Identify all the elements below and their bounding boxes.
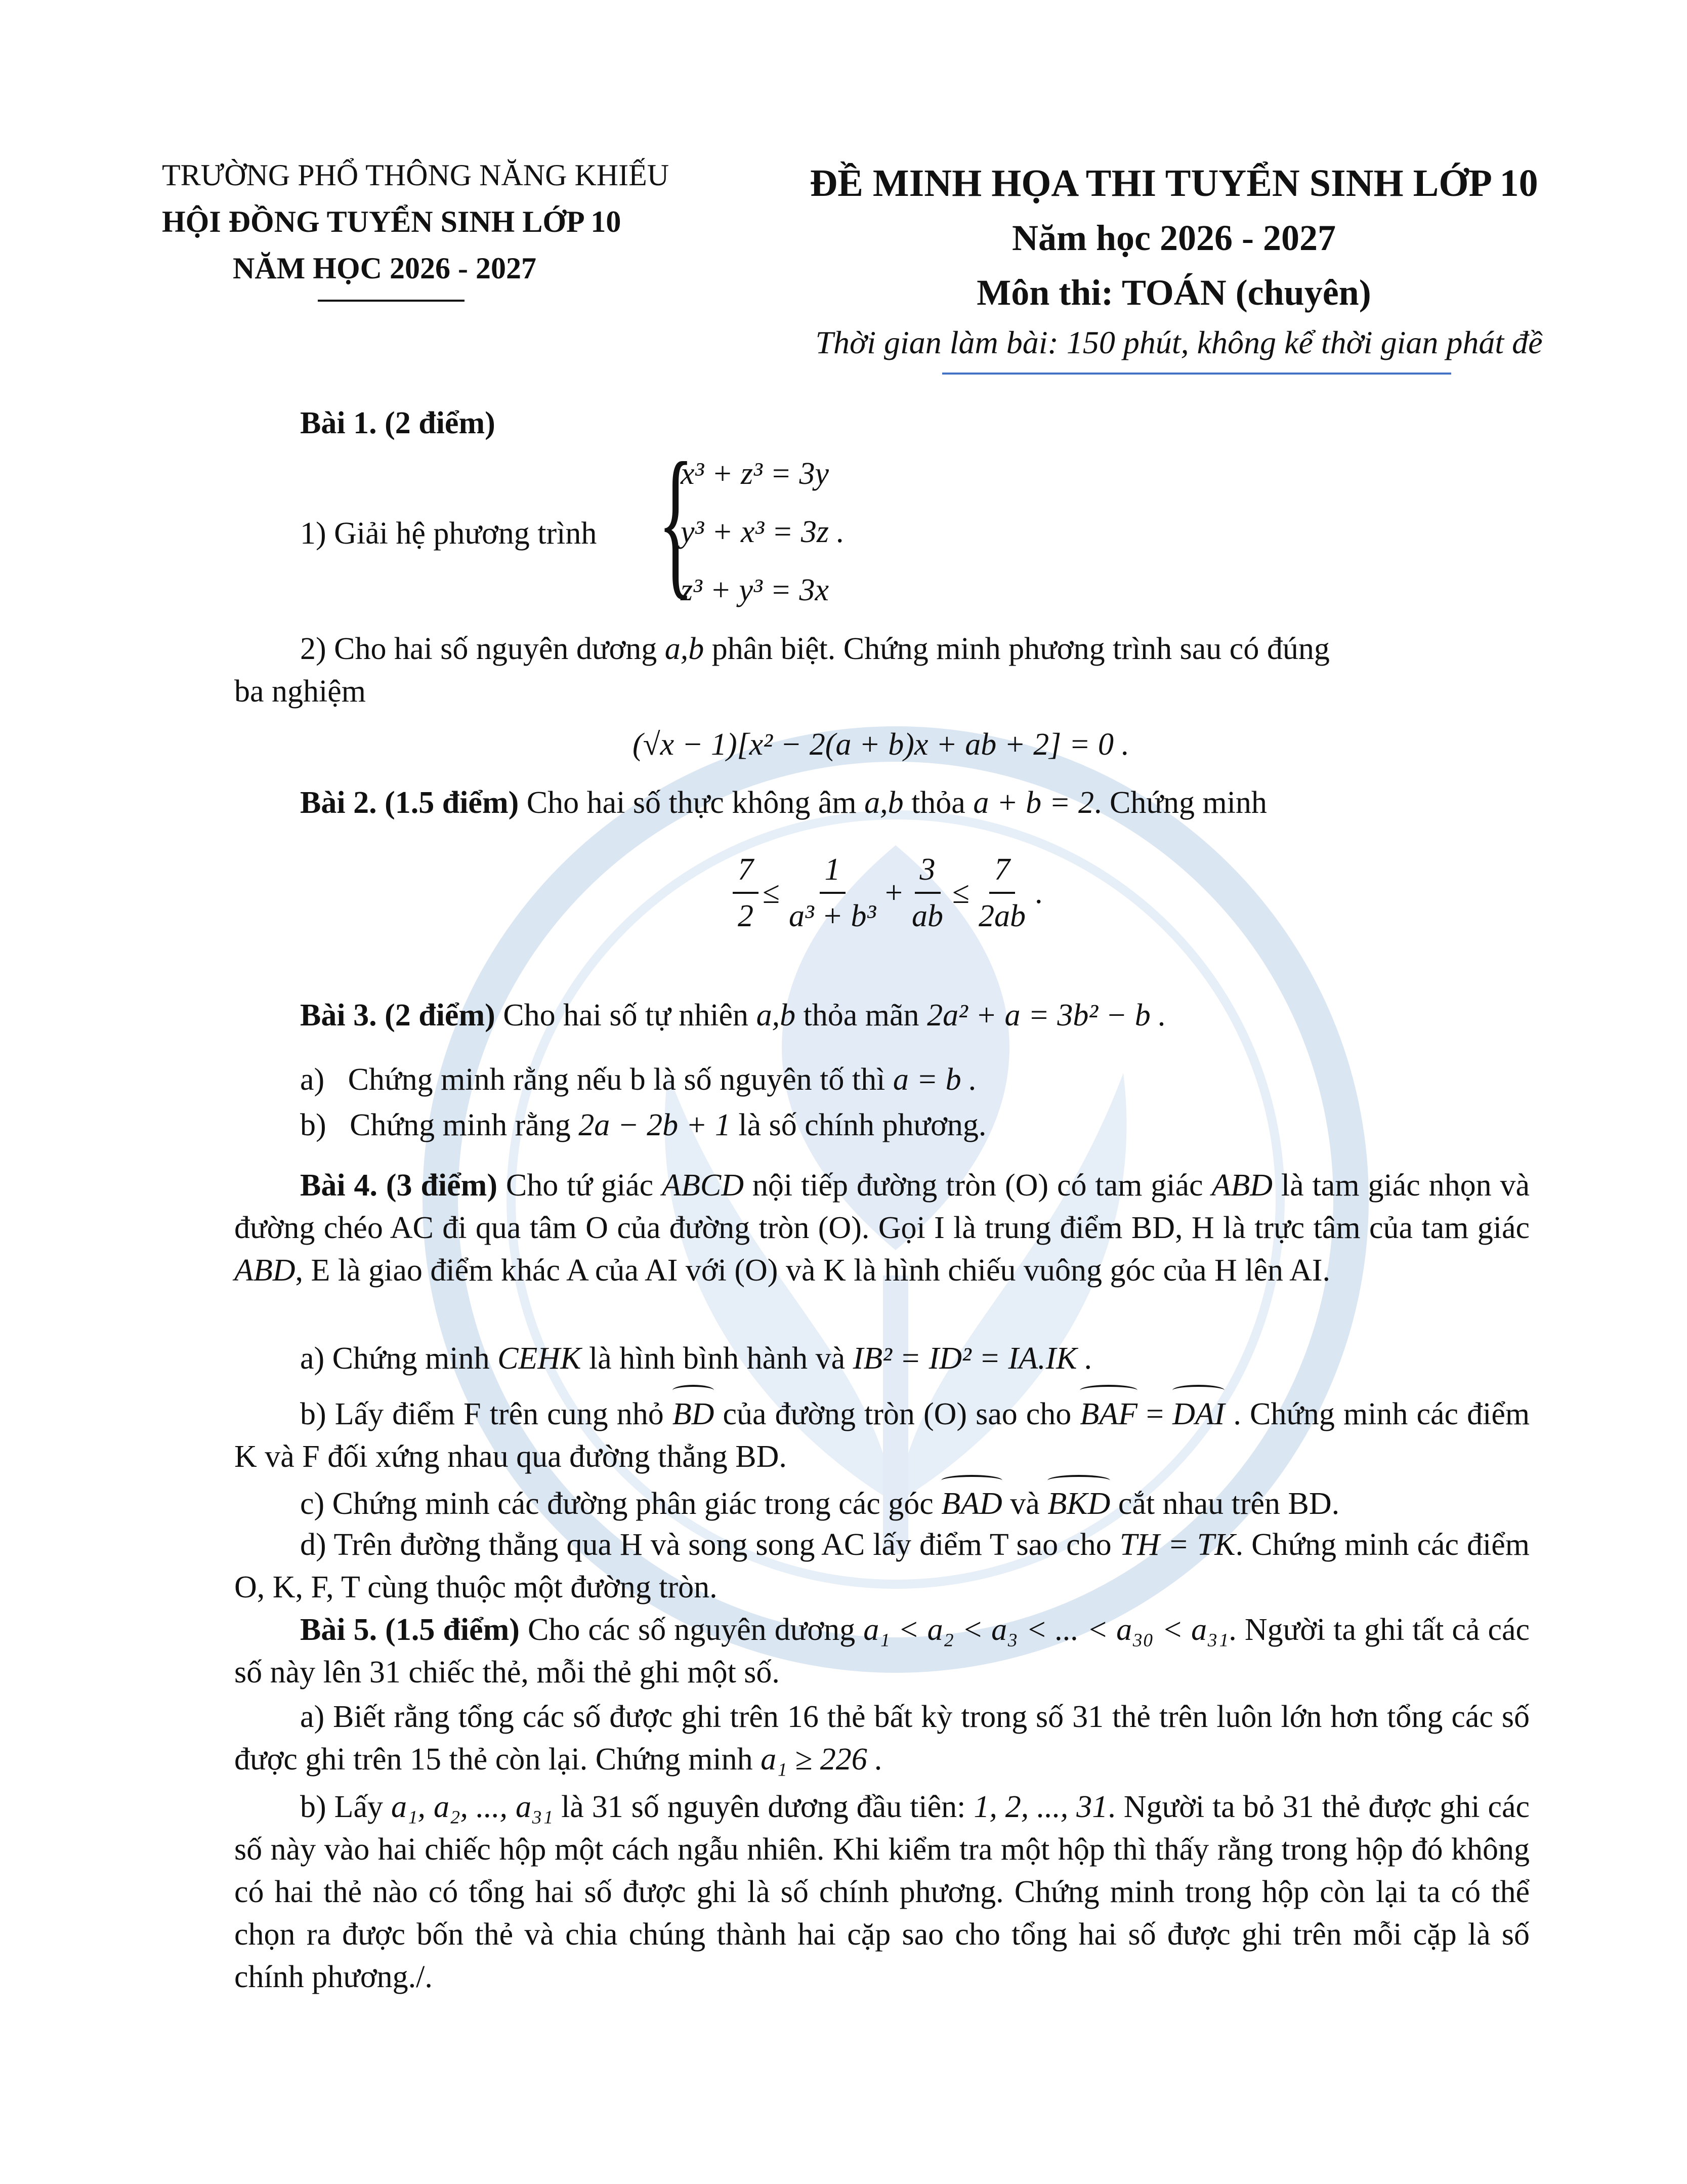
system-brace-icon: { bbox=[658, 429, 694, 613]
p4b-arc-bd: BD bbox=[672, 1393, 714, 1435]
system-eq-2: y³ + x³ = 3z . bbox=[681, 515, 845, 549]
q2-ab: a,b bbox=[664, 632, 704, 666]
problem-1-q2 bbox=[234, 628, 1530, 713]
p3b-label: b) bbox=[300, 1108, 326, 1142]
ineq-m1-num: 1 bbox=[820, 850, 846, 894]
ineq-r-den: 2ab bbox=[979, 899, 1026, 933]
problem-5-intro bbox=[234, 1609, 1530, 1694]
council-name: HỘI ĐỒNG TUYỂN SINH LỚP 10 bbox=[162, 205, 621, 238]
p4a-text-b: là hình bình hành và bbox=[588, 1341, 846, 1376]
p4b-text-a: b) Lấy điểm F trên cung nhỏ bbox=[300, 1397, 664, 1431]
subject: Môn thi: TOÁN (chuyên) bbox=[977, 272, 1371, 313]
system-eq-1: x³ + z³ = 3y bbox=[681, 457, 829, 491]
p5b-text-b: là 31 số nguyên dương đầu tiên: bbox=[561, 1790, 966, 1824]
p3b-text-a: Chứng minh rằng bbox=[350, 1108, 571, 1142]
problem-2-line bbox=[300, 782, 1267, 823]
p5-intro-b: . Người ta ghi tất cả các số này lên 31 chiếc thẻ, mỗi thẻ ghi một số. bbox=[234, 1613, 1530, 1689]
school-name: TRƯỜNG PHỔ THÔNG NĂNG KHIẾU bbox=[162, 158, 669, 192]
problem-1-title: Bài 1. (2 điểm) bbox=[300, 406, 495, 440]
p4-abd-1: ABD bbox=[1211, 1168, 1273, 1203]
problem-3a bbox=[300, 1059, 977, 1100]
p2-sum: a + b = 2 bbox=[973, 786, 1094, 820]
system-eq-3: z³ + y³ = 3x bbox=[681, 573, 829, 607]
problem-4c bbox=[300, 1483, 1339, 1524]
p5b-text-c: . Người ta bỏ 31 thẻ được ghi các số này vào hai chiếc hộp một cách ngẫu nhiên. Khi kiểm tra một hộp thì thấy rằng trong hộp đó không có hai thẻ nào có tổng hai số được ghi là số chính phương. Chứng minh trong hộp còn lại ta có thể chọn ra được bốn thẻ và chia chúng thành hai cặp sao cho tổng hai số được ghi trên mỗi cặp là số chính phương./. bbox=[234, 1790, 1530, 1994]
p3b-text-b: là số chính phương. bbox=[738, 1108, 987, 1142]
problem-3b bbox=[300, 1104, 986, 1146]
p4c-angle-bkd: BKD bbox=[1047, 1483, 1110, 1524]
p4d-text-b: . Chứng minh các điểm O, K, F, T cùng thuộc một đường tròn. bbox=[234, 1528, 1530, 1604]
p4-abd-2: ABD bbox=[234, 1253, 296, 1288]
p5b-seq: a₁, a₂, ..., a₃₁ bbox=[391, 1790, 554, 1824]
q2-text-a: 2) Cho hai số nguyên dương bbox=[300, 632, 657, 666]
p2-text-b: thỏa bbox=[911, 786, 965, 820]
problem-1-q1-text: 1) Giải hệ phương trình bbox=[300, 516, 597, 551]
p4-intro-b: nội tiếp đường tròn (O) có tam giác bbox=[752, 1168, 1203, 1203]
problem-4d bbox=[234, 1523, 1530, 1609]
problem-2-title: Bài 2. (1.5 điểm) bbox=[300, 786, 519, 820]
p4-abcd: ABCD bbox=[662, 1168, 744, 1203]
p4-intro-c: là tam giác nhọn và đường chéo AC đi qua tâm O của đường tròn (O). Gọi I là trung điểm BD, H là trực tâm của tam giác bbox=[234, 1168, 1530, 1245]
header-left-rule bbox=[318, 300, 465, 302]
p4c-angle-bad: BAD bbox=[941, 1483, 1002, 1524]
p5-intro-a: Cho các số nguyên dương bbox=[527, 1613, 856, 1647]
problem-4a bbox=[300, 1338, 1092, 1379]
p4d-math: TH = TK bbox=[1119, 1528, 1236, 1562]
p2-text-c: . Chứng minh bbox=[1094, 786, 1267, 820]
p4b-text-b: của đường tròn (O) sao cho bbox=[723, 1397, 1072, 1431]
q2-text-c: ba nghiệm bbox=[234, 674, 366, 709]
p4a-text-a: a) Chứng minh bbox=[300, 1341, 490, 1376]
p4d-text-a: d) Trên đường thẳng qua H và song song AC lấy điểm T sao cho bbox=[300, 1528, 1112, 1562]
p3b-math: 2a − 2b + 1 bbox=[578, 1108, 731, 1142]
year-left: NĂM HỌC 2026 - 2027 bbox=[233, 252, 536, 285]
p4-intro-a: Cho tứ giác bbox=[505, 1168, 654, 1203]
ineq-m1-den: a³ + b³ bbox=[789, 899, 876, 933]
p3-text-b: thỏa mãn bbox=[803, 998, 919, 1033]
q2-text-b: phân biệt. Chứng minh phương trình sau có đúng bbox=[711, 632, 1330, 666]
problem-4-intro bbox=[234, 1164, 1530, 1292]
problem-5b bbox=[234, 1786, 1530, 1998]
p5-seq: a₁ < a₂ < a₃ < ... < a₃₀ < a₃₁ bbox=[863, 1613, 1229, 1647]
p2-text-a: Cho hai số thực không âm bbox=[526, 786, 857, 820]
ineq-l-num: 7 bbox=[733, 850, 758, 894]
p2-ab: a,b bbox=[864, 786, 904, 820]
p4c-text-c: cắt nhau trên BD. bbox=[1118, 1487, 1340, 1521]
problem-4b: b) Lấy điểm F trên cung nhỏ BD của đường tròn (O) sao cho BAF = DAI . Chứng minh các điểm K và F đối xứng nhau qua đường thẳng BD. bbox=[234, 1393, 1530, 1478]
p4b-angle-dai: DAI bbox=[1172, 1393, 1225, 1435]
inequality: $\frac{7}{2}$ ≤ $\frac{1}{\text{a³ + b³}}$ + $\frac{3}{ab}$ ≤ $\frac{7}{2ab}$ . bbox=[729, 850, 1043, 935]
p4b-angle-baf: BAF bbox=[1080, 1393, 1137, 1435]
p3a-label: a) bbox=[300, 1062, 325, 1097]
header-right-rule bbox=[942, 373, 1451, 375]
main-equation: (√x − 1)[x² − 2(a + b)x + ab + 2] = 0 . bbox=[632, 727, 1130, 762]
ineq-m2-num: 3 bbox=[915, 850, 941, 894]
p5a-math: a₁ ≥ 226 . bbox=[761, 1742, 883, 1777]
ineq-l-den: 2 bbox=[738, 899, 753, 933]
p4c-text-a: c) Chứng minh các đường phân giác trong các góc bbox=[300, 1487, 934, 1521]
year-right: Năm học 2026 - 2027 bbox=[1012, 218, 1336, 258]
p3-eq: 2a² + a = 3b² − b . bbox=[927, 998, 1166, 1033]
p4a-cehk: CEHK bbox=[497, 1341, 581, 1376]
exam-title: ĐỀ MINH HỌA THI TUYỂN SINH LỚP 10 bbox=[810, 162, 1538, 204]
p4a-rel: IB² = ID² = IA.IK . bbox=[853, 1341, 1093, 1376]
problem-3-title: Bài 3. (2 điểm) bbox=[300, 998, 495, 1033]
p5a-text: a) Biết rằng tổng các số được ghi trên 16 thẻ bất kỳ trong số 31 thẻ trên luôn lớn hơn tổng các số được ghi trên 15 thẻ còn lại. Chứng minh bbox=[234, 1700, 1530, 1777]
p5b-nums: 1, 2, ..., 31 bbox=[974, 1790, 1108, 1824]
problem-5a bbox=[234, 1696, 1530, 1781]
p4c-text-b: và bbox=[1010, 1487, 1040, 1521]
p5b-text-a: b) Lấy bbox=[300, 1790, 384, 1824]
p3-text-a: Cho hai số tự nhiên bbox=[503, 998, 749, 1033]
p3a-math: a = b . bbox=[893, 1062, 977, 1097]
problem-5-title: Bài 5. (1.5 điểm) bbox=[300, 1613, 520, 1647]
ineq-r-num: 7 bbox=[989, 850, 1015, 894]
problem-3-line bbox=[300, 995, 1166, 1036]
p4-intro-d: , E là giao điểm khác A của AI với (O) và K là hình chiếu vuông góc của H lên AI. bbox=[295, 1253, 1331, 1288]
ineq-m2-den: ab bbox=[912, 899, 944, 933]
duration: Thời gian làm bài: 150 phút, không kể thời gian phát đề bbox=[815, 324, 1543, 360]
problem-4-title: Bài 4. (3 điểm) bbox=[300, 1168, 497, 1203]
p3-ab: a,b bbox=[756, 998, 796, 1033]
p3a-text: Chứng minh rằng nếu b là số nguyên tố thì bbox=[348, 1062, 885, 1097]
p4b-text-c: . Chứng minh các điểm K và F đối xứng nhau qua đường thẳng BD. bbox=[234, 1397, 1530, 1474]
